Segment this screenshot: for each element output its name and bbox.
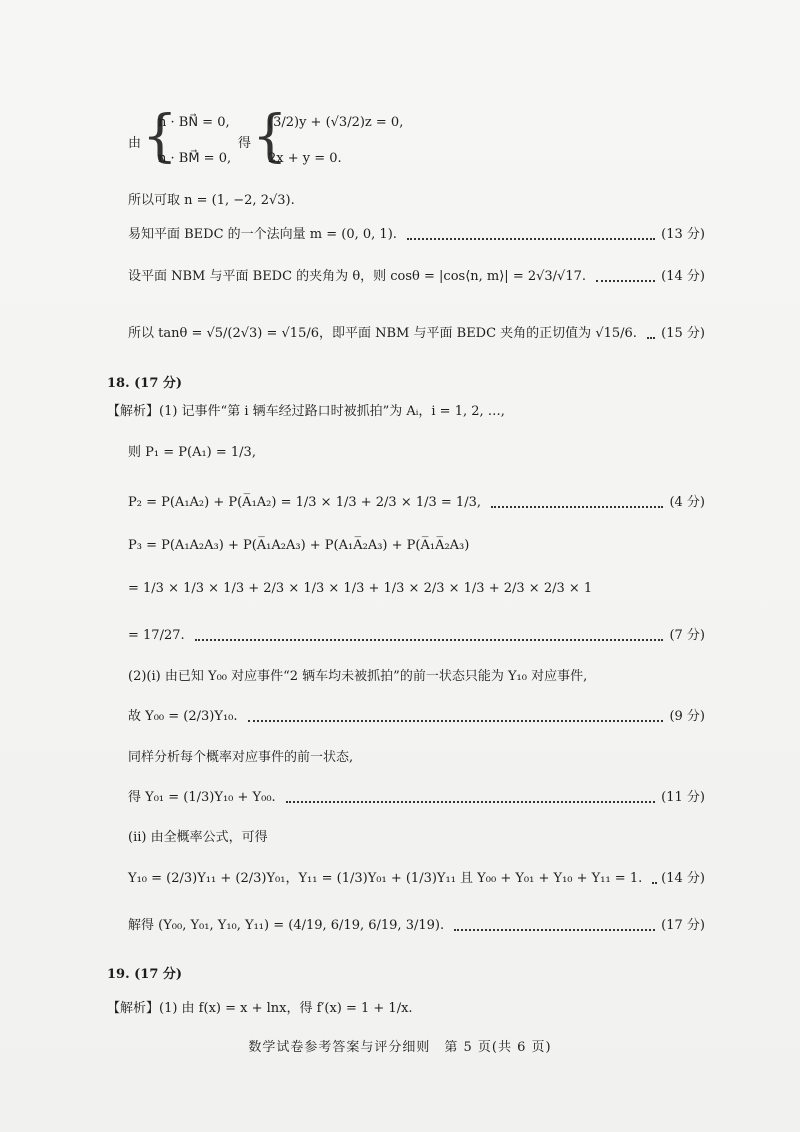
line-ii: (ii) 由全概率公式，可得 (128, 830, 268, 845)
line-tan-theta: 所以 tanθ = √5/(2√3) = √15/6，即平面 NBM 与平面 BEDC 夹角的正切值为 √15/6. (15 分) (128, 326, 705, 341)
line-p1: 则 P₁ = P(A₁) = 1/3, (128, 445, 256, 460)
line-y01: 得 Y₀₁ = (1/3)Y₁₀ + Y₀₀. (11 分) (128, 790, 705, 805)
brace-right: { (252, 104, 288, 169)
score: (15 分) (661, 326, 705, 341)
score: (14 分) (661, 871, 705, 886)
line-p3-result: = 17/27. (7 分) (128, 628, 705, 643)
line-normal-vector: 所以可取 n = (1, −2, 2√3). (128, 193, 295, 208)
system-de: 得 (238, 136, 252, 151)
system-right-2: 2x + y = 0. (268, 151, 342, 166)
line-p3-expand: = 1/3 × 1/3 × 1/3 + 2/3 × 1/3 × 1/3 + 1/3 × 2/3 × 1/3 + 2/3 × 2/3 × 1 (128, 581, 593, 596)
line-p3: P₃ = P(A₁A₂A₃) + P(A̅₁A₂A₃) + P(A₁A̅₂A₃) + P(A̅₁A̅₂A₃) (128, 538, 470, 553)
score: (7 分) (669, 628, 705, 643)
system-right-1: (3/2)y + (√3/2)z = 0, (268, 115, 404, 130)
line-y00: 故 Y₀₀ = (2/3)Y₁₀. (9 分) (128, 709, 705, 724)
heading-q18: 18. (17 分) (107, 376, 183, 391)
score: (17 分) (661, 918, 705, 933)
heading-q19: 19. (17 分) (107, 967, 183, 982)
line-y10: Y₁₀ = (2/3)Y₁₁ + (2/3)Y₀₁，Y₁₁ = (1/3)Y₀₁ + (1/3)Y₁₁ 且 Y₀₀ + Y₀₁ + Y₁₀ + Y₁₁ = 1. (14 分) (128, 871, 705, 886)
line-plane-normal: 易知平面 BEDC 的一个法向量 m = (0, 0, 1). (13 分) (128, 227, 705, 242)
line-q18-analysis: 【解析】(1) 记事件“第 i 辆车经过路口时被抓拍”为 Aᵢ，i = 1, 2, …, (107, 404, 505, 419)
system-left-2: n · BM⃗ = 0, (158, 151, 232, 166)
page-footer: 数学试卷参考答案与评分细则 第 5 页(共 6 页) (248, 1040, 552, 1055)
line-same-analysis: 同样分析每个概率对应事件的前一状态, (128, 750, 354, 765)
system-you: 由 (128, 136, 142, 151)
system-left-1: n · BN⃗ = 0, (158, 115, 230, 130)
line-q19-analysis: 【解析】(1) 由 f(x) = x + lnx，得 f′(x) = 1 + 1/x. (107, 1001, 413, 1016)
equation-system (128, 104, 428, 177)
score: (14 分) (661, 269, 705, 284)
score: (9 分) (669, 709, 705, 724)
line-solution: 解得 (Y₀₀, Y₀₁, Y₁₀, Y₁₁) = (4/19, 6/19, 6/19, 3/19). (17 分) (128, 918, 705, 933)
score: (13 分) (661, 227, 705, 242)
line-p2: P₂ = P(A₁A₂) + P(A̅₁A₂) = 1/3 × 1/3 + 2/3 × 1/3 = 1/3, (4 分) (128, 495, 705, 510)
brace-left: { (142, 104, 178, 169)
score: (4 分) (669, 495, 705, 510)
line-cos-theta: 设平面 NBM 与平面 BEDC 的夹角为 θ，则 cosθ = |cos⟨n, m⟩| = 2√3/√17. (14 分) (128, 269, 705, 284)
score: (11 分) (661, 790, 705, 805)
line-2i: (2)(i) 由已知 Y₀₀ 对应事件“2 辆车均未被抓拍”的前一状态只能为 Y₁₀ 对应事件, (128, 669, 588, 684)
